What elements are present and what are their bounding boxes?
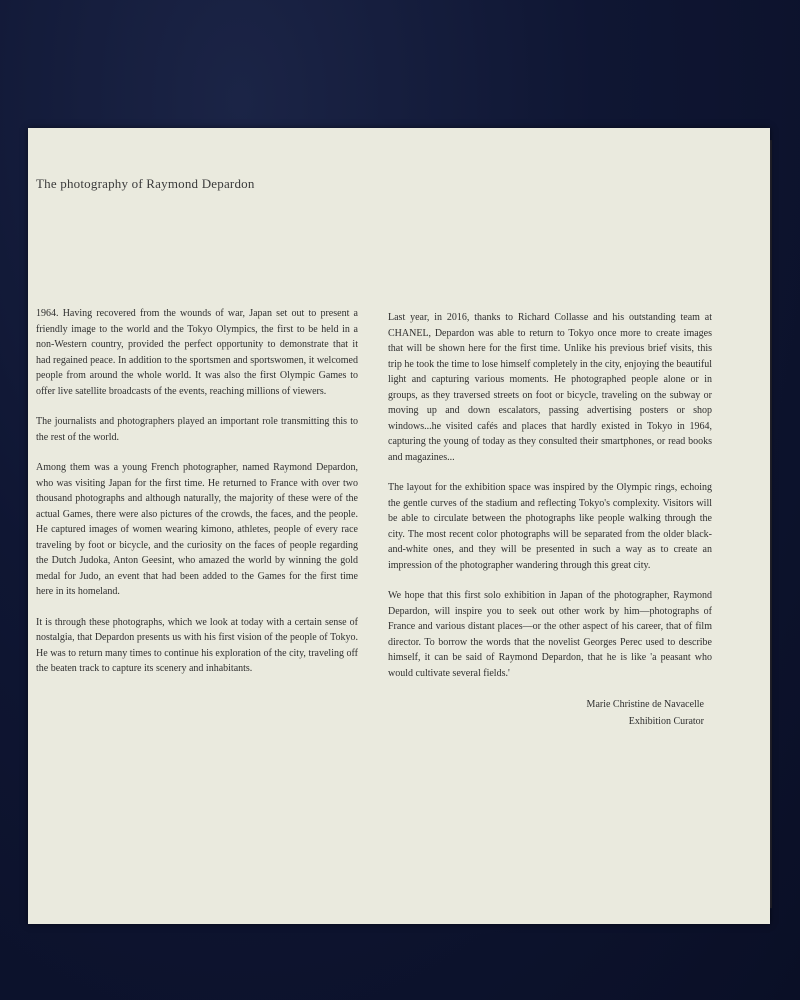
book-page	[28, 128, 770, 924]
signature-name: Marie Christine de Navacelle	[586, 699, 704, 710]
right-text-column	[388, 310, 712, 730]
paragraph: Last year, in 2016, thanks to Richard Collasse and his outstanding team at CHANEL, Depardon was able to return to Tokyo once more to create images that will be shown here for the first time. Unlike his previous brief visits, this trip he took the time to lose himself completely in the city, enjoying the beautiful light and capturing various moments. He photographed people alone or in groups, as they traversed streets on foot or bicycle, traveling on the subway or moving up and down escalators, passing advertising posters or shop windows...he visited cafés and places that hardly existed in Tokyo in 1964, capturing the young of today as they consulted their smartphones, or read books and magazines...	[388, 312, 712, 463]
paragraph: We hope that this first solo exhibition in Japan of the photographer, Raymond Depardon, will inspire you to seek out other work by him—photographs of France and various distant places—or the other aspect of his career, that of film director. To borrow the words that the novelist Georges Perec used to describe himself, it can be said of Raymond Depardon, that he is like 'a peasant who would cultivate several fields.'	[388, 590, 712, 679]
signature-block	[388, 696, 712, 730]
paragraph: The layout for the exhibition space was inspired by the Olympic rings, echoing the gentle curves of the stadium and reflecting Tokyo's complexity. Visitors will be able to circulate between the photographs like people walking through the city. The most recent color photographs will be separated from the older black-and-white ones, and they will be presented in such a way as to create an impression of the photographer wandering through this great city.	[388, 482, 712, 571]
paragraph: Among them was a young French photographer, named Raymond Depardon, who was visiting Japan for the first time. He returned to France with over two thousand photographs and although naturally, the majority of these were of the actual Games, there were also pictures of the crowds, the faces, and the people. He captured images of women wearing kimono, athletes, people of every race traveling by foot or bicycle, and the curiosity on the faces of people regarding the Dutch Judoka, Anton Geesint, who amazed the world by winning the gold medal for Judo, an event that had been added to the Games for the first time here in its homeland.	[36, 462, 358, 597]
paragraph: It is through these photographs, which we look at today with a certain sense of nostalgia, that Depardon presents us with his first vision of the people of Tokyo. He was to return many times to continue his exploration of the city, traveling off the beaten track to capture its scenery and inhabitants.	[36, 616, 358, 674]
page-title: The photography of Raymond Depardon	[36, 176, 255, 191]
left-text-column	[36, 306, 358, 692]
paragraph: The journalists and photographers played an important role transmitting this to the rest of the world.	[36, 416, 358, 443]
paragraph: 1964. Having recovered from the wounds of war, Japan set out to present a friendly image to the world and the Tokyo Olympics, the first to be held in a non-Western country, provided the perfect opportunity to demonstrate that it had regained peace. In addition to the sportsmen and sportswomen, it welcomed people from around the whole world. It was also the first Olympic Games to offer live satellite broadcasts of the events, reaching millions of viewers.	[36, 308, 358, 397]
signature-role: Exhibition Curator	[628, 716, 704, 727]
